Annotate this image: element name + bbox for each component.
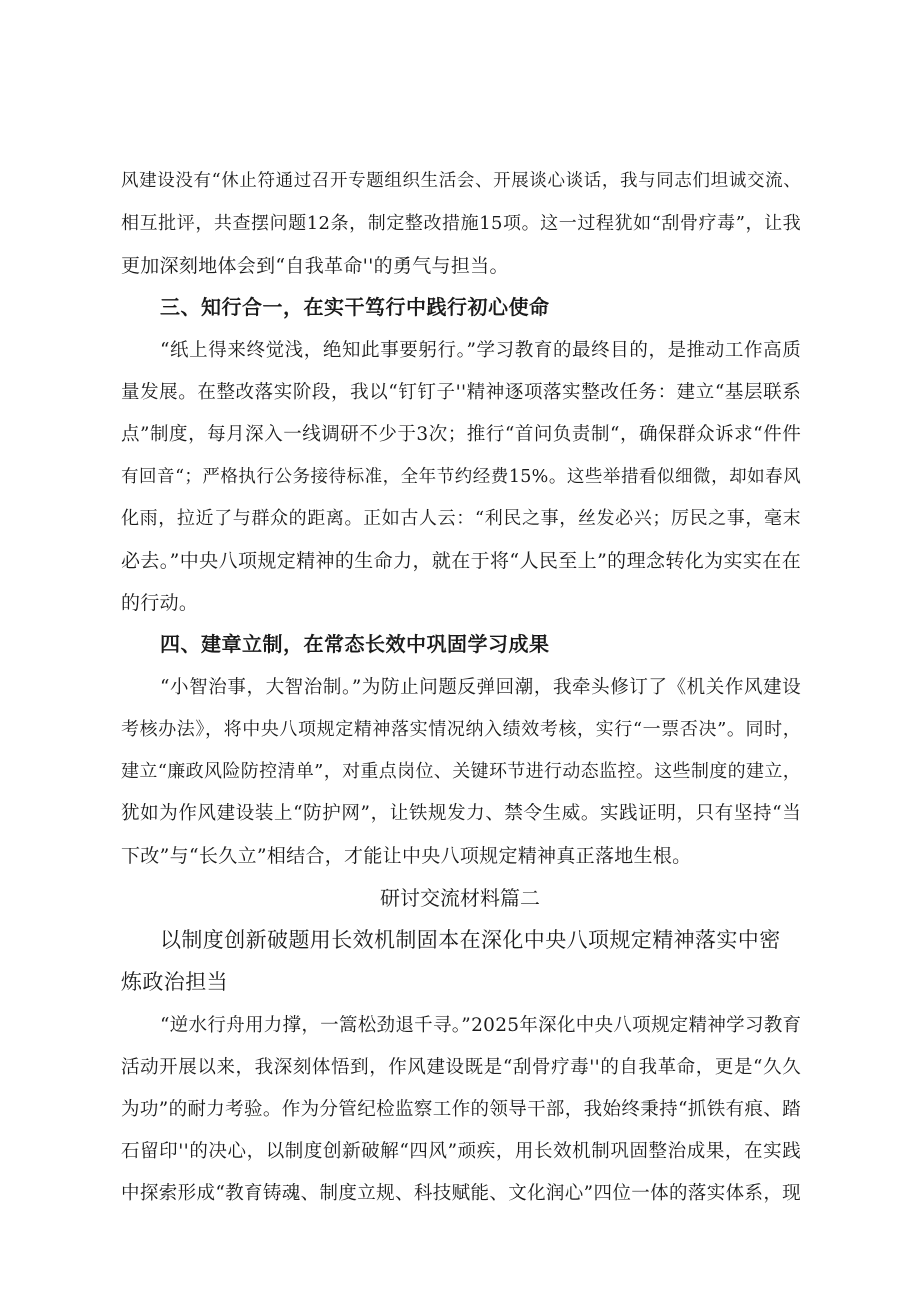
- paragraph-line: 相互批评，共查摆问题12条，制定整改措施15项。这一过程犹如“刮骨疗毒”，让我: [121, 213, 801, 234]
- paragraph-line: 必去。”中央八项规定精神的生命力，就在于将“人民至上”的理念转化为实实在在: [121, 550, 801, 572]
- paragraph-line: “逆水行舟用力撑，一篙松劲退千寻。”2025年深化中央八项规定精神学习教育: [160, 1015, 801, 1036]
- article-title-line-2: 炼政治担当: [121, 970, 228, 994]
- paragraph-line: 更加深刻地体会到“自我革命''的勇气与担当。: [121, 255, 509, 277]
- paragraph-line: “小智治事，大智治制。”为防止问题反弹回潮，我牵头修订了《机关作风建设: [160, 677, 801, 698]
- paragraph-line: 的行动。: [121, 592, 199, 614]
- paragraph-line: 风建设没有“休止符通过召开专题组织生活会、开展谈心谈话，我与同志们坦诚交流、: [121, 171, 801, 191]
- paragraph-line: “纸上得来终觉浅，绝知此事要躬行。”学习教育的最终目的，是推动工作高质: [160, 340, 801, 361]
- paragraph-line: 有回音“；严格执行公务接待标准，全年节约经费15%。这些举措看似细微，却如春风: [121, 467, 801, 487]
- article-title-line-1: 以制度创新破题用长效机制固本在深化中央八项规定精神落实中密: [160, 928, 781, 952]
- paragraph-line: 犹如为作风建设装上“防护网”，让铁规发力、禁令生威。实践证明，只有坚持“当: [121, 803, 801, 824]
- paragraph-line: 活动开展以来，我深刻体悟到，作风建设既是“刮骨疗毒''的自我革命，更是“久久: [121, 1057, 801, 1078]
- section-heading-4: 四、建章立制，在常态长效中巩固学习成果: [160, 632, 550, 656]
- paragraph-line: 下改”与“长久立”相结合，才能让中央八项规定精神真正落地生根。: [121, 845, 692, 867]
- paragraph-line: 量发展。在整改落实阶段，我以“钉钉子''精神逐项落实整改任务：建立“基层联系: [121, 382, 801, 403]
- paragraph-line: 化雨，拉近了与群众的距离。正如古人云：“利民之事，丝发必兴；厉民之事，毫末: [121, 508, 801, 529]
- paragraph-line: 点”制度，每月深入一线调研不少于3次；推行“首问负责制“，确保群众诉求“件件: [121, 424, 801, 445]
- section-title: 研讨交流材料篇二: [380, 886, 540, 910]
- paragraph-line: 为功”的耐力考验。作为分管纪检监察工作的领导干部，我始终秉持“抓铁有痕、踏: [121, 1099, 801, 1120]
- paragraph-line: 建立“廉政风险防控清单”，对重点岗位、关键环节进行动态监控。这些制度的建立，: [121, 761, 801, 782]
- paragraph-line: 石留印''的决心，以制度创新破解“四风”顽疾，用长效机制巩固整治成果，在实践: [121, 1141, 801, 1162]
- paragraph-line: 中探索形成“教育铸魂、制度立规、科技赋能、文化润心”四位一体的落实体系，现: [121, 1183, 801, 1204]
- paragraph-line: 考核办法》，将中央八项规定精神落实情况纳入绩效考核，实行“一票否决”。同时，: [121, 719, 801, 740]
- section-heading-3: 三、知行合一，在实干笃行中践行初心使命: [160, 295, 550, 319]
